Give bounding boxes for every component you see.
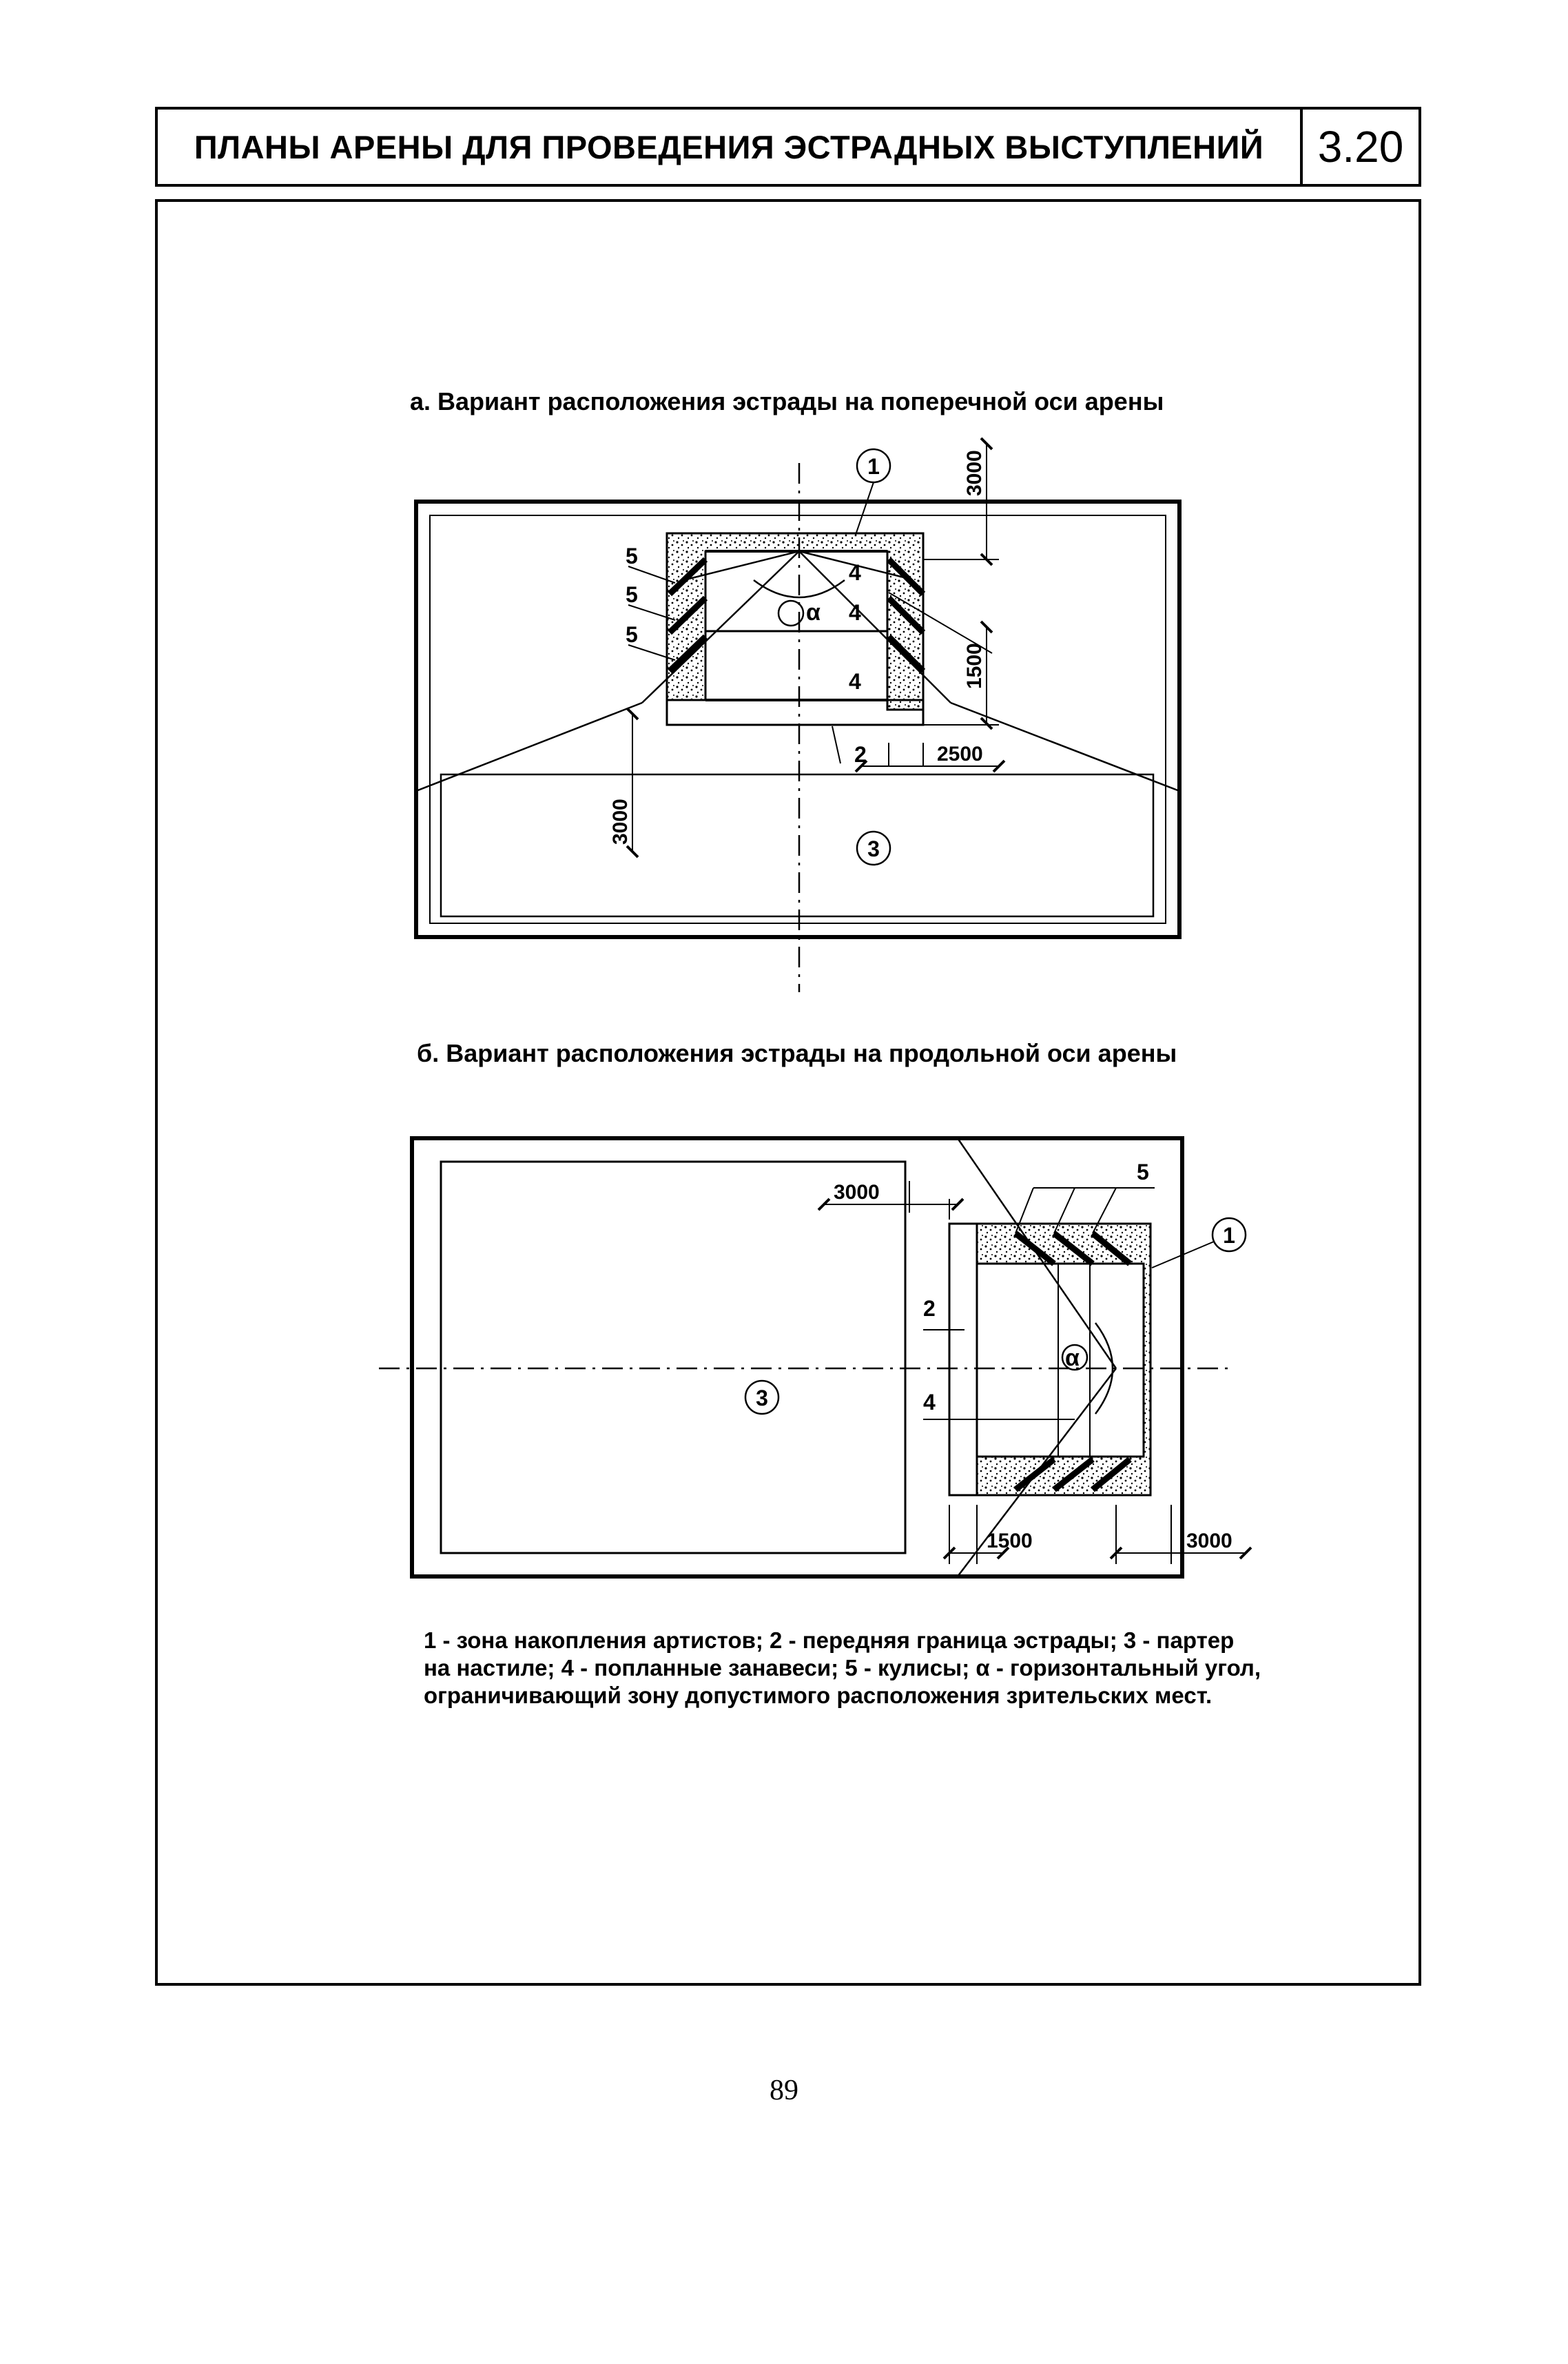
arena-outline-a	[416, 502, 1179, 937]
legend-line-3: ограничивающий зону допустимого расположения зрительских мест.	[424, 1683, 1213, 1708]
caption-variant-a: а. Вариант расположения эстрады на поперечной оси арены	[410, 387, 1164, 415]
view-angle-rays-a	[416, 551, 1179, 791]
legend-line-2: на настиле; 4 - попланные занавеси; 5 - кулисы; α - горизонтальный угол,	[424, 1655, 1261, 1681]
label-5-b: 5	[1137, 1160, 1149, 1184]
parterre-b	[441, 1162, 905, 1553]
legend-line-1: 1 - зона накопления артистов; 2 - передняя граница эстрады; 3 - партер	[424, 1627, 1235, 1653]
plan-variant-b	[379, 1138, 1246, 1576]
caption-variant-b: б. Вариант расположения эстрады на продольной оси арены	[417, 1039, 1177, 1067]
callout-1-a: 1	[867, 454, 880, 479]
view-angle-rays-b	[958, 1138, 1116, 1576]
leaders-b	[923, 1188, 1214, 1419]
label-5-a-1: 5	[626, 544, 638, 568]
label-4-b: 4	[923, 1390, 936, 1415]
arena-inner-a	[430, 515, 1166, 923]
plan-variant-a	[416, 444, 1179, 992]
callout-3-b: 3	[756, 1386, 768, 1410]
sheet-title: ПЛАНЫ АРЕНЫ ДЛЯ ПРОВЕДЕНИЯ ЭСТРАДНЫХ ВЫСТУПЛЕНИЙ	[194, 128, 1264, 165]
dim-1500-a: 1500	[963, 643, 986, 689]
sheet-number: 3.20	[1300, 110, 1419, 184]
page-number: 89	[770, 2075, 798, 2106]
dim-3000-top-b: 3000	[834, 1181, 880, 1204]
callout-1-b: 1	[1223, 1223, 1235, 1248]
callout-3-a: 3	[867, 836, 880, 861]
alpha-label-b: α	[1065, 1345, 1080, 1371]
label-4-mid-a: 4	[849, 600, 861, 625]
label-5-a-2: 5	[626, 582, 638, 607]
legend	[424, 1627, 1319, 1709]
label-2-b: 2	[923, 1296, 936, 1321]
dim-3000-top-a: 3000	[963, 450, 986, 496]
label-4-bottom-a: 4	[849, 669, 861, 694]
wings-a	[670, 559, 923, 671]
label-5-a-3: 5	[626, 622, 638, 647]
dim-2500-a: 2500	[937, 743, 983, 765]
stage-zone-b	[977, 1224, 1151, 1495]
label-2-a: 2	[854, 742, 867, 767]
parterre-a	[441, 774, 1153, 916]
dim-3000-left-a: 3000	[609, 799, 632, 845]
stage-front-a	[667, 700, 923, 725]
dim-1500-b: 1500	[987, 1530, 1033, 1552]
labels-variant-a	[609, 450, 986, 861]
stage-front-b	[949, 1224, 977, 1495]
label-4-top-a: 4	[849, 560, 861, 585]
alpha-label-a: α	[806, 599, 821, 626]
dim-3000-right-b: 3000	[1186, 1530, 1232, 1552]
